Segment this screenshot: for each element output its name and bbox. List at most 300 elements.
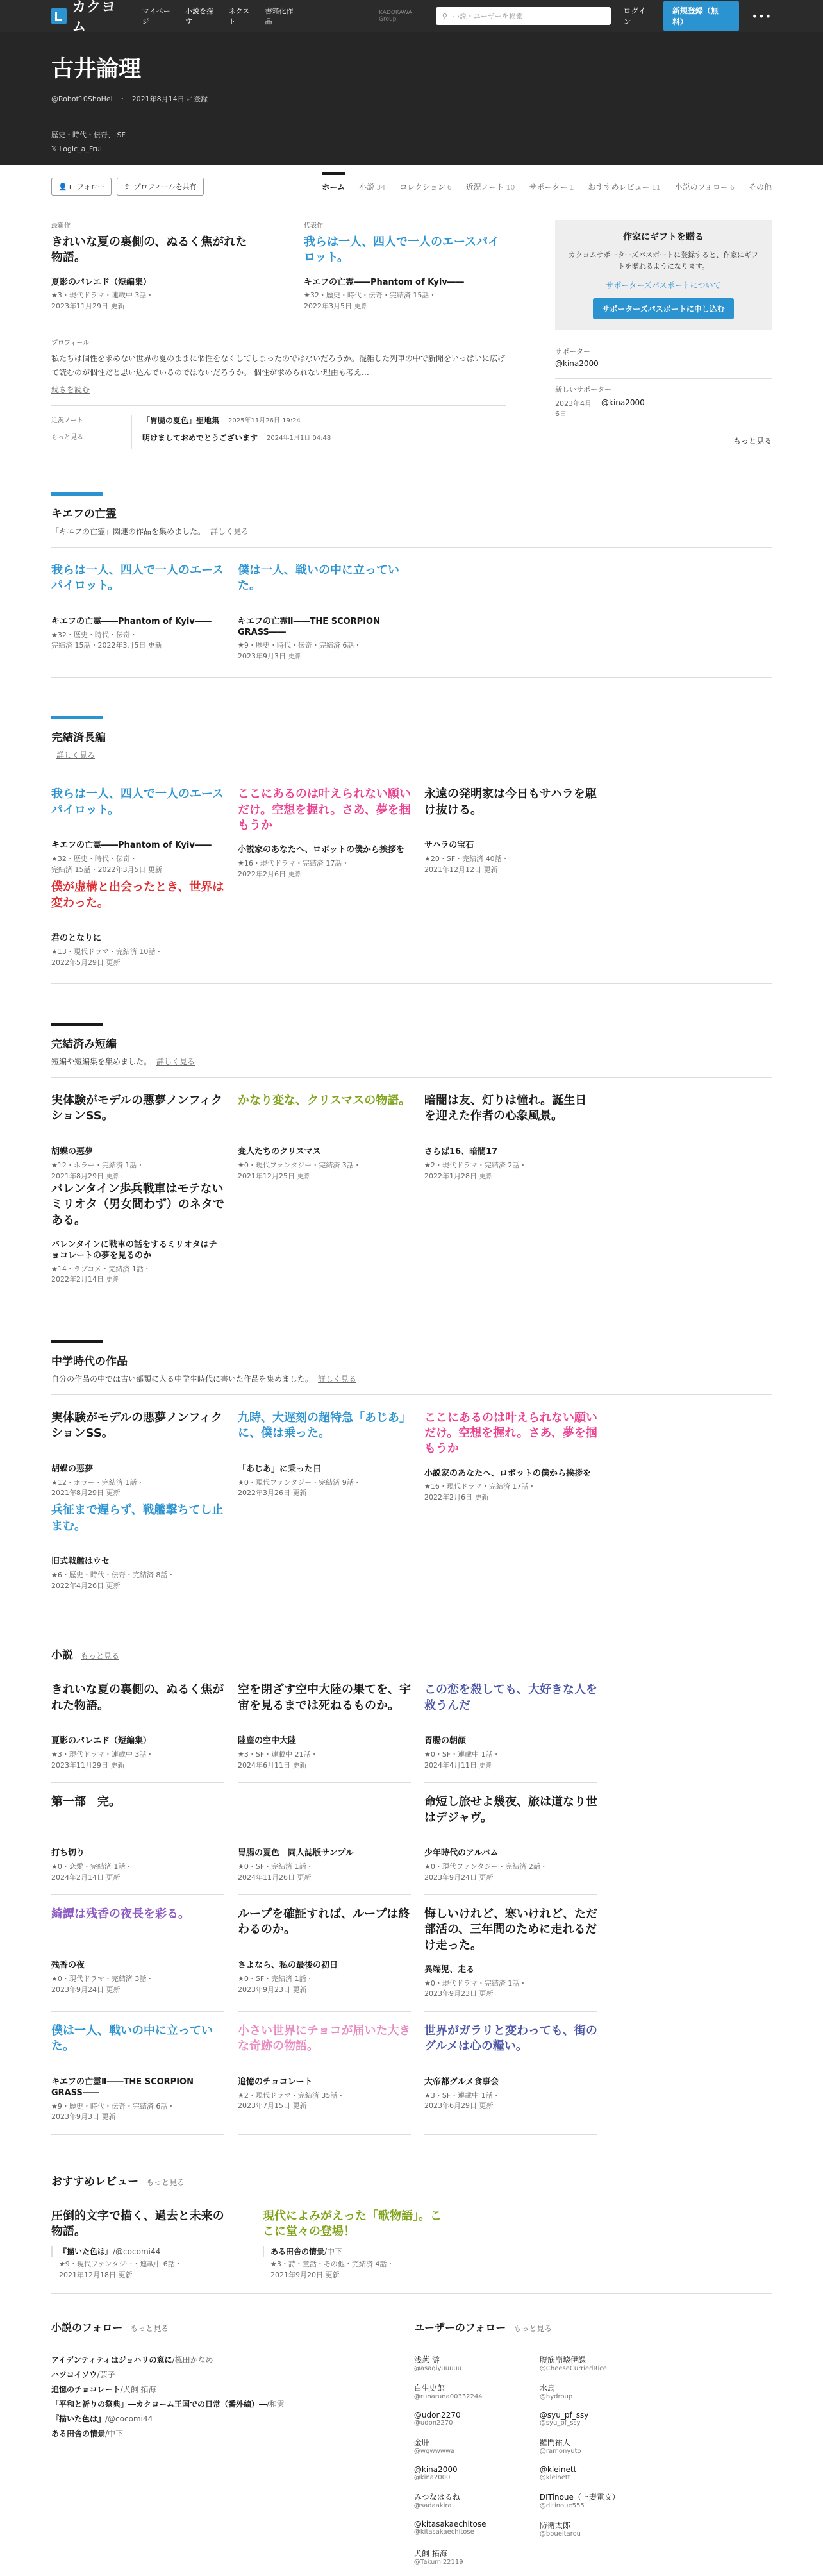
work-catchphrase[interactable]: 命短し旅せよ幾夜、旅は道なり世はデジャヴ。 bbox=[424, 1795, 597, 1825]
work-meta: ★3・SF・連載中 21話・ bbox=[238, 1750, 318, 1759]
work-updated: 2023年9月3日 更新 bbox=[51, 2112, 116, 2121]
notes-list bbox=[131, 415, 331, 449]
nav-next[interactable]: ネクスト bbox=[228, 7, 250, 26]
followed-user-name[interactable]: 浅葱 游 bbox=[413, 2355, 440, 2365]
collection-title[interactable]: 完結済み短編 bbox=[51, 1038, 117, 1051]
collection-more-link[interactable]: 詳しく見る bbox=[318, 1374, 357, 1384]
followed-user-id: @syu_pf_ssy bbox=[539, 2420, 581, 2427]
followed-user-name[interactable]: 腹筋崩壊伊課 bbox=[539, 2355, 586, 2365]
work-card[interactable] bbox=[51, 1182, 224, 1285]
followed-user[interactable] bbox=[540, 2520, 665, 2538]
novels-more-link[interactable]: もっと見る bbox=[81, 1652, 120, 1661]
followed-novel-item[interactable] bbox=[51, 2369, 385, 2380]
work-card[interactable] bbox=[424, 1794, 597, 1895]
collection-desc bbox=[51, 1056, 772, 1067]
followed-user[interactable] bbox=[540, 2354, 665, 2372]
collection-more-link[interactable]: 詳しく見る bbox=[56, 751, 96, 760]
work-catchphrase[interactable]: ループを確証すれば、ループは終わるのか。 bbox=[238, 1907, 410, 1937]
followed-user[interactable] bbox=[414, 2491, 540, 2509]
collection-color-bar bbox=[51, 716, 103, 719]
followed-user-name[interactable]: @syu_pf_ssy bbox=[539, 2411, 589, 2420]
review-title[interactable]: 圧倒的文字で描く、過去と未来の物語。 bbox=[51, 2209, 224, 2238]
work-title[interactable]: 追憶のチョコレート bbox=[238, 2077, 313, 2087]
collection-more-link[interactable]: 詳しく見る bbox=[210, 526, 249, 536]
work-card[interactable] bbox=[51, 2023, 224, 2135]
followed-user-name[interactable]: @kina2000 bbox=[413, 2465, 458, 2475]
work-catchphrase[interactable]: バレンタイン歩兵戦車はモテないミリオタ（男女問わず）のネタである。 bbox=[51, 1182, 224, 1227]
followed-user-name[interactable]: @udon2270 bbox=[413, 2411, 461, 2420]
followed-novel-author[interactable]: /和雲 bbox=[267, 2400, 285, 2409]
followed-user-id: @asagiyuuuuu bbox=[413, 2365, 462, 2373]
work-meta: ★20・SF・完結済 40話・ bbox=[424, 855, 509, 864]
followed-user-name[interactable]: 犬飼 拓海 bbox=[413, 2549, 447, 2559]
collection-cards bbox=[51, 1093, 772, 1285]
work-card[interactable] bbox=[51, 1503, 224, 1591]
work-catchphrase[interactable]: 世界がガラリと変わっても、街のグルメは心の糧い。 bbox=[424, 2023, 597, 2053]
work-catchphrase[interactable]: 悔しいけれど、寒いけれど、ただ部活の、三年間のために走れるだけ走った。 bbox=[424, 1907, 597, 1952]
followed-novel-item[interactable] bbox=[51, 2354, 385, 2365]
work-title[interactable]: 夏影のパレエド（短編集） bbox=[51, 277, 152, 287]
followed-user-name[interactable]: DITinoue（上妻電文） bbox=[539, 2493, 620, 2502]
work-title[interactable]: 旧式戦艦はウセ bbox=[51, 1557, 110, 1567]
followed-novel-author[interactable]: /楓田かなめ bbox=[172, 2355, 213, 2365]
work-title[interactable]: キエフの亡霊――Phantom of Kyiv―― bbox=[51, 616, 212, 626]
followed-novel-title[interactable]: アイデンティティはジョハリの窓に bbox=[51, 2355, 172, 2365]
tab-0[interactable] bbox=[322, 172, 345, 201]
work-catchphrase[interactable]: 我らは一人、四人で一人のエースパイロット。 bbox=[304, 235, 500, 265]
tab-count: 34 bbox=[376, 183, 386, 192]
work-updated: 2023年6月29日 更新 bbox=[424, 2102, 494, 2111]
work-card[interactable] bbox=[51, 1093, 224, 1182]
work-catchphrase[interactable]: 実体験がモデルの悪夢ノンフィクションSS。 bbox=[51, 1410, 222, 1440]
followed-user[interactable] bbox=[414, 2437, 540, 2455]
work-title[interactable]: 少年時代のアルバム bbox=[424, 1848, 499, 1859]
tab-6[interactable] bbox=[675, 172, 735, 201]
followed-novels-more-link[interactable]: もっと見る bbox=[130, 2324, 169, 2334]
work-title[interactable]: さらば16、暗闇17 bbox=[424, 1147, 498, 1157]
followed-user-id: @kina2000 bbox=[413, 2474, 451, 2482]
followed-user[interactable] bbox=[540, 2465, 665, 2481]
note-item[interactable] bbox=[142, 432, 331, 443]
work-catchphrase[interactable] bbox=[238, 1794, 411, 1837]
review-work-title[interactable]: 『描いた色は』 bbox=[59, 2247, 113, 2257]
work-title[interactable]: 胃腸の夏色 同人誌版サンプル bbox=[238, 1848, 354, 1859]
tab-label: コレクション bbox=[399, 182, 445, 192]
more-menu-icon[interactable]: ••• bbox=[751, 10, 772, 22]
work-catchphrase[interactable]: ここにあるのは叶えられない願いだけ。空想を握れ。さあ、夢を掴もうか bbox=[238, 787, 411, 833]
note-date: 2025年11月26日 19:24 bbox=[228, 417, 301, 424]
collection-desc bbox=[51, 1373, 772, 1384]
work-title[interactable]: 胡蝶の悪夢 bbox=[51, 1147, 94, 1157]
work-meta: ★2・現代ドラマ・完結済 35話・ bbox=[238, 2091, 345, 2100]
tab-count: 6 bbox=[729, 183, 735, 192]
work-meta: ★0・現代ファンタジー・完結済 9話・ bbox=[238, 1478, 361, 1487]
work-title[interactable]: 陸塵の空中大陸 bbox=[238, 1736, 297, 1746]
work-card[interactable] bbox=[424, 787, 597, 880]
followed-user[interactable] bbox=[414, 2548, 540, 2566]
work-card[interactable] bbox=[51, 1410, 224, 1503]
work-title[interactable]: 胃腸の朝顔 bbox=[424, 1736, 467, 1746]
work-meta: ★3・SF・連載中 1話・ bbox=[424, 2091, 500, 2100]
work-updated: 2022年5月29日 更新 bbox=[51, 958, 121, 967]
divider bbox=[51, 547, 772, 548]
work-updated: 2023年9月3日 更新 bbox=[238, 651, 303, 660]
followed-novel-title[interactable]: 『描いた色は』 bbox=[51, 2414, 106, 2424]
work-title[interactable]: サハラの宝石 bbox=[424, 841, 474, 851]
followed-user-id: @udon2270 bbox=[413, 2420, 453, 2427]
new-supporter-user[interactable]: @kina2000 bbox=[601, 398, 645, 408]
profile-registered: 2021年8月14日 に登録 bbox=[131, 95, 208, 103]
work-title[interactable]: 異端児、走る bbox=[424, 1965, 475, 1975]
tab-1[interactable] bbox=[359, 172, 385, 201]
novels-section: 小説 もっと見る きれいな夏の裏側の、ぬるく焦がれた物語。 夏影のパレエド（短編集） ★3・現代ドラマ・連載中 3話・ 2023年11月29日 更新 空を閉ざす空中大陸の果てを、宇宙を見るまでは死ねるものか。 陸塵の空中大陸 ★3・SF・連載中 21話・ 2024年6月11日 更新 この恋を殺しても、大好きな人を救うんだ 胃腸の朝顔 ★0・SF・連載中 1話・ 2024年4月11日 更新 第一部 完。 打ち切り ★0・恋愛・完結済 1話・ 2024年2月14日 更新 胃腸の夏色 同人誌版サンプル ★0・SF・完結済 1話・ 2024年11月26日 更新 命短し旅せよ幾夜、旅は道なり世はデジャヴ。 少年時代のアルバム ★0・現代ファンタジー・完結済 2話・ 2023年9月24日 更新 綺譚は残香の夜長を彩る。 残香の夜 ★0・現代ドラマ・完結済 3話・ 2023年9月24日 更新 ループを確証すれば、ループは終わるのか。 さよなら、私の最後の初日 ★0・SF・完結済 1話・ 2023年9月23日 更新 悔しいけれど、寒いけれど、ただ部活の、三年間のために走れるだけ走った。 異端児、走る ★0・現代ドラマ・完結済 1話・ 2023年9月23日 更新 僕は一人、戦いの中に立っていた。 キエフの亡霊Ⅱ――THE SCORPION GRASS―― ★9・歴史・時代・伝奇・完結済 6話・ 2023年9月3日 更新 小さい世界にチョコが届いた大きな奇跡の物語。 追憶のチョコレート ★2・現代ドラマ・完結済 35話・ 2023年7月15日 更新 世界がガラリと変わっても、街のグルメは心の糧い。 大帝都グルメ食事会 ★3・SF・連載中 1話・ 2023年6月29日 更新 bbox=[0, 1646, 823, 2146]
signup-button[interactable]: 新規登録（無料） bbox=[663, 1, 739, 31]
followed-novel-author[interactable]: /芸子 bbox=[97, 2370, 115, 2380]
note-date: 2024年1月1日 04:48 bbox=[267, 434, 331, 442]
work-card[interactable] bbox=[51, 1794, 224, 1895]
divider bbox=[51, 983, 772, 984]
review-target bbox=[263, 2246, 442, 2257]
work-card[interactable] bbox=[424, 1093, 597, 1182]
search-icon: ⚲ bbox=[442, 12, 447, 21]
reviews-more-link[interactable]: もっと見る bbox=[146, 2177, 185, 2187]
work-meta: ★13・現代ドラマ・完結済 10話・ bbox=[51, 948, 163, 957]
notes-more-link[interactable]: もっと見る bbox=[51, 433, 83, 441]
work-meta: ★2・現代ドラマ・完結済 2話・ bbox=[424, 1161, 527, 1170]
followed-user-id: @ramonyuto bbox=[539, 2448, 581, 2455]
work-catchphrase[interactable]: ここにあるのは叶えられない願いだけ。空想を握れ。さあ、夢を掴もうか bbox=[424, 1410, 597, 1456]
work-catchphrase[interactable]: きれいな夏の裏側の、ぬるく焦がれた物語。 bbox=[51, 235, 247, 265]
profile-handle: @Robot10ShoHei bbox=[51, 95, 113, 103]
review-work-title[interactable]: ある田舎の情景 bbox=[270, 2247, 325, 2257]
work-updated: 2021年8月29日 更新 bbox=[51, 1489, 121, 1498]
work-catchphrase[interactable]: 我らは一人、四人で一人のエースパイロット。 bbox=[51, 787, 224, 817]
work-updated: 2023年9月23日 更新 bbox=[238, 1985, 307, 1994]
divider bbox=[51, 677, 772, 678]
followed-user-id: @runaruna00332244 bbox=[413, 2393, 483, 2401]
share-icon: ⇪ bbox=[124, 182, 130, 191]
profile-genres: 歴史・時代・伝奇、 SF bbox=[51, 131, 126, 139]
work-updated: 2022年2月6日 更新 bbox=[238, 869, 303, 878]
followed-user[interactable] bbox=[414, 2382, 540, 2400]
followed-novel-author[interactable]: /犬飼 拓海 bbox=[120, 2385, 156, 2395]
twitter-link[interactable]: 𝕏 Logic_a_Frui bbox=[51, 145, 102, 153]
work-catchphrase[interactable]: きれいな夏の裏側の、ぬるく焦がれた物語。 bbox=[51, 1683, 224, 1712]
review-work-author[interactable]: /@cocomi44 bbox=[113, 2247, 161, 2257]
review-updated: 2021年9月20日 更新 bbox=[270, 2270, 340, 2279]
follow-button[interactable]: 👤+ フォロー bbox=[51, 178, 112, 196]
read-more-link[interactable]: 続きを読む bbox=[51, 385, 90, 394]
work-updated: 2024年2月14日 更新 bbox=[51, 1873, 121, 1882]
work-title[interactable]: 大帝都グルメ食事会 bbox=[424, 2077, 499, 2087]
review-updated: 2021年12月18日 更新 bbox=[59, 2270, 133, 2279]
followed-user-id: @kitasakaechitose bbox=[413, 2529, 474, 2536]
work-title[interactable]: 胡蝶の悪夢 bbox=[51, 1464, 94, 1474]
followed-user-name[interactable]: 金肝 bbox=[413, 2438, 429, 2448]
work-updated: 完結済 15話・2022年3月5日 更新 bbox=[51, 865, 162, 874]
work-catchphrase[interactable]: 僕は一人、戦いの中に立っていた。 bbox=[51, 2023, 213, 2053]
representative-work[interactable]: 代表作 我らは一人、四人で一人のエースパイロット。 キエフの亡霊――Phantom of Kyiv―― ★32・歴史・時代・伝奇・完結済 15話・ 2022年3月5日 更新 bbox=[304, 220, 506, 312]
supporter-user[interactable]: @kina2000 bbox=[555, 359, 599, 369]
work-meta: ★0・SF・完結済 1話・ bbox=[238, 1975, 313, 1984]
work-title[interactable]: キエフの亡霊Ⅱ――THE SCORPION GRASS―― bbox=[238, 616, 380, 637]
profile-text: 私たちは個性を求めない世界の夏のままに個性をなくしてしまったのではないだろうか。混雑した列車の中で新聞をいっぱいに広げて読むのが個性だと思い込んでいるのではないだろうか。 個性が求められない理由も考え… bbox=[51, 354, 506, 378]
review-work-author[interactable]: /中下 bbox=[324, 2247, 343, 2257]
work-title[interactable]: 君のとなりに bbox=[51, 933, 102, 944]
kadokawa-group-label: KADOKAWA Group bbox=[378, 10, 412, 22]
collection-more-link[interactable]: 詳しく見る bbox=[156, 1057, 195, 1067]
work-card[interactable] bbox=[51, 880, 224, 968]
tab-3[interactable] bbox=[466, 172, 515, 201]
gift-box: 作家にギフトを贈る カクヨムサポーターズパスポートに登録すると、作家にギフトを贈れるようになります。 サポーターズパスポートについて サポーターズパスポートに申し込む bbox=[555, 220, 772, 330]
work-meta: ★0・SF・完結済 1話・ bbox=[238, 1862, 313, 1871]
latest-work[interactable]: 最新作 きれいな夏の裏側の、ぬるく焦がれた物語。 夏影のパレエド（短編集） ★3・現代ドラマ・連載中 3話・ 2023年11月29日 更新 bbox=[51, 220, 254, 312]
work-meta: ★0・現代ファンタジー・完結済 2話・ bbox=[424, 1862, 547, 1871]
followed-user[interactable] bbox=[414, 2465, 540, 2481]
work-updated: 2022年4月26日 更新 bbox=[51, 1581, 121, 1590]
followed-user-name[interactable]: @kleinett bbox=[539, 2465, 577, 2475]
work-updated: 2022年2月6日 更新 bbox=[424, 1493, 489, 1501]
collection-desc bbox=[51, 526, 772, 537]
followed-user-id: @sadaakira bbox=[413, 2502, 452, 2510]
work-meta: ★0・恋愛・完結済 1話・ bbox=[51, 1862, 133, 1871]
collection-section bbox=[51, 492, 772, 678]
tab-label: 近況ノート bbox=[465, 182, 504, 192]
tab-label: サポーター bbox=[529, 182, 568, 192]
followed-user[interactable] bbox=[414, 2520, 540, 2536]
work-meta: ★32・歴史・時代・伝奇・ bbox=[51, 855, 137, 864]
followed-user-id: @wqwwwwa bbox=[413, 2448, 455, 2455]
collection-desc-text: 短編や短編集を集めました。 bbox=[51, 1057, 152, 1067]
work-catchphrase[interactable]: 僕は一人、戦いの中に立っていた。 bbox=[238, 563, 399, 592]
followed-user-name[interactable]: 羅門祐人 bbox=[539, 2438, 570, 2448]
tab-2[interactable] bbox=[399, 172, 452, 201]
collection-section bbox=[51, 1023, 772, 1301]
work-catchphrase[interactable]: 暗闇は友、灯りは憧れ。誕生日を迎えた作者の心象風景。 bbox=[424, 1094, 587, 1123]
profile-tabs bbox=[322, 172, 772, 201]
work-title[interactable]: 「あじあ」に乗った日 bbox=[238, 1464, 322, 1474]
work-title[interactable]: 変人たちのクリスマス bbox=[238, 1147, 321, 1157]
collection-color-bar bbox=[51, 1340, 103, 1343]
collection-desc-text: 自分の作品の中では古い部類に入る中学生時代に書いた作品を集めました。 bbox=[51, 1374, 313, 1384]
collection-cards bbox=[51, 787, 772, 968]
review-card[interactable] bbox=[263, 2209, 442, 2281]
review-card[interactable] bbox=[51, 2209, 231, 2281]
collection-section bbox=[51, 716, 772, 984]
nav-books[interactable]: 書籍化作品 bbox=[265, 7, 294, 26]
follow-icon: 👤+ bbox=[58, 182, 73, 191]
work-catchphrase[interactable]: 第一部 完。 bbox=[51, 1795, 121, 1809]
work-meta: ★14・ラブコメ・完結済 1話・ bbox=[51, 1264, 151, 1273]
followed-novel-title[interactable]: 追憶のチョコレート bbox=[51, 2385, 121, 2395]
work-card[interactable] bbox=[238, 1907, 411, 2012]
kakuyomu-logo-icon bbox=[51, 8, 67, 24]
work-catchphrase[interactable]: 僕が虚構と出会ったとき、世界は変わった。 bbox=[51, 880, 224, 910]
work-card[interactable] bbox=[238, 787, 411, 880]
collection-color-bar bbox=[51, 492, 103, 496]
work-title[interactable]: さよなら、私の最後の初日 bbox=[238, 1961, 338, 1971]
work-updated: 2021年8月29日 更新 bbox=[51, 1171, 121, 1180]
work-card[interactable] bbox=[424, 1907, 597, 2012]
work-card[interactable] bbox=[424, 1682, 597, 1783]
followed-novel-title[interactable]: ハツコイソウ bbox=[51, 2370, 97, 2380]
followed-novel-title[interactable]: 「平和と祈りの祭典」―カクヨーム王国での日常（番外編）― bbox=[51, 2400, 267, 2409]
collection-title[interactable]: 完結済長編 bbox=[51, 732, 106, 745]
divider bbox=[51, 1394, 772, 1395]
work-card[interactable] bbox=[238, 563, 417, 662]
work-card[interactable] bbox=[51, 1682, 224, 1783]
review-title[interactable]: 現代によみがえった「歌物語」。ここに堂々の登場！ bbox=[263, 2209, 442, 2238]
followed-user[interactable] bbox=[414, 2354, 540, 2372]
passport-info-link[interactable]: サポーターズパスポートについて bbox=[606, 281, 721, 290]
tab-4[interactable] bbox=[529, 172, 574, 201]
followed-user[interactable] bbox=[540, 2382, 665, 2400]
work-meta: ★16・現代ドラマ・完結済 17話・ bbox=[424, 1482, 536, 1491]
followed-user-id: @ditinoue555 bbox=[539, 2502, 585, 2510]
collection-cards bbox=[51, 1410, 772, 1592]
work-card[interactable] bbox=[238, 2023, 411, 2135]
work-updated: 2023年11月29日 更新 bbox=[51, 1761, 125, 1769]
profile-tabbar bbox=[0, 172, 823, 201]
work-card[interactable] bbox=[51, 563, 231, 662]
work-updated: 2023年9月23日 更新 bbox=[424, 1989, 494, 1998]
share-profile-button[interactable]: ⇪ プロフィールを共有 bbox=[117, 178, 203, 196]
followed-user-id: @Takumi22119 bbox=[413, 2559, 463, 2566]
work-updated: 2024年11月26日 更新 bbox=[238, 1873, 312, 1882]
work-card[interactable] bbox=[51, 1907, 224, 2012]
work-title[interactable]: 残香の夜 bbox=[51, 1961, 85, 1971]
followed-novel-item[interactable] bbox=[51, 2428, 385, 2439]
followed-user-id: @kleinett bbox=[539, 2474, 570, 2482]
login-link[interactable]: ログイン bbox=[623, 6, 646, 26]
work-catchphrase[interactable]: 永遠の発明家は今日もサハラを駆け抜ける。 bbox=[424, 787, 597, 817]
work-title[interactable]: キエフの亡霊――Phantom of Kyiv―― bbox=[304, 277, 464, 287]
followed-user-name[interactable]: @kitasakaechitose bbox=[413, 2520, 486, 2529]
work-meta: ★6・歴史・時代・伝奇・完結済 8話・ bbox=[51, 1571, 175, 1580]
work-updated: 2021年12月12日 更新 bbox=[424, 865, 498, 874]
reviews-section: おすすめレビュー もっと見る 圧倒的文字で描く、過去と未来の物語。 『描いた色は』/@cocomi44 ★9・現代ファンタジー・連載中 6話・ 2021年12月18日 更新 現代によみがえった「歌物語」。ここに堂々の登場！ ある田舎の情景/中下 ★3・詩・童話・その他・完結済 4話・ 2021年9月20日 更新 bbox=[0, 2172, 823, 2295]
work-title[interactable]: キエフの亡霊――Phantom of Kyiv―― bbox=[51, 841, 212, 851]
work-title[interactable]: キエフの亡霊Ⅱ――THE SCORPION GRASS―― bbox=[51, 2077, 194, 2098]
tab-label: 小説 bbox=[359, 182, 375, 192]
work-meta: ★12・ホラー・完結済 1話・ bbox=[51, 1161, 144, 1170]
followed-novels: 小説のフォロー もっと見る アイデンティティはジョハリの窓に/楓田かなめ ハツコイソウ/芸子 追憶のチョコレート/犬飼 拓海 「平和と祈りの祭典」―カクヨーム王国での日常（番外編）―/和雲 『描いた色は』/@cocomi44 ある田舎の情景/中下 bbox=[51, 2320, 385, 2576]
work-updated: 2022年1月28日 更新 bbox=[424, 1171, 494, 1180]
followed-novel-item[interactable] bbox=[51, 2384, 385, 2395]
work-title[interactable]: バレンタインに戦車の話をするミリオタはチョコレートの夢を見るのか bbox=[51, 1239, 217, 1260]
profile-meta: @Robot10ShoHei ・ 2021年8月14日 に登録 bbox=[51, 95, 208, 103]
followed-user[interactable] bbox=[540, 2411, 665, 2427]
followed-user-id: @CheeseCurriedRice bbox=[539, 2365, 607, 2373]
tab-label: おすすめレビュー bbox=[588, 182, 650, 192]
work-meta: ★12・ホラー・完結済 1話・ bbox=[51, 1478, 144, 1487]
collection-cards bbox=[51, 563, 772, 662]
followed-user-id: @boueitarou bbox=[539, 2530, 581, 2538]
followed-novel-author[interactable]: /@cocomi44 bbox=[105, 2414, 153, 2424]
followed-user[interactable] bbox=[540, 2437, 665, 2455]
work-updated: 2024年6月11日 更新 bbox=[238, 1761, 307, 1769]
work-catchphrase[interactable]: かなり変な、クリスマスの物語。 bbox=[238, 1094, 411, 1108]
work-catchphrase[interactable]: 綺譚は残香の夜長を彩る。 bbox=[51, 1907, 190, 1921]
supporters-more-link[interactable]: もっと見る bbox=[733, 437, 772, 446]
passport-apply-button[interactable]: サポーターズパスポートに申し込む bbox=[593, 298, 733, 319]
work-card[interactable] bbox=[238, 1093, 411, 1182]
followed-user-name[interactable]: 水鳥 bbox=[539, 2384, 555, 2393]
note-title[interactable]: 明けましておめでとうございます bbox=[142, 433, 258, 442]
followed-novel-item[interactable] bbox=[51, 2398, 385, 2409]
work-title[interactable]: 小説家のあなたへ、ロボットの僕から挨拶を bbox=[238, 845, 405, 855]
tab-label: 小説のフォロー bbox=[674, 182, 728, 192]
work-card[interactable] bbox=[238, 1682, 411, 1783]
work-catchphrase[interactable]: 実体験がモデルの悪夢ノンフィクションSS。 bbox=[51, 1094, 222, 1123]
followed-users: ユーザーのフォロー もっと見る 浅葱 游 @asagiyuuuuu 腹筋崩壊伊課 @CheeseCurriedRice 白生史郎 @runaruna00332244 水鳥 @hydroup @udon2270 @udon2270 @syu_pf_ssy @syu_pf_ssy 金肝 @wqwwwwa 羅門祐人 @ramonyuto @kina2000 @kina2000 @kleinett @kleinett みつなはるね @sadaakira DITinoue（上妻電文） @ditinoue555 @kitasakaechitose @kitasakaechitose 防衛太郎 @boueitarou 犬飼 拓海 @Takumi22119 bbox=[414, 2320, 772, 2576]
search-input[interactable]: ⚲ 小説・ユーザーを検索 bbox=[436, 7, 611, 25]
work-title[interactable]: 打ち切り bbox=[51, 1848, 85, 1859]
tab-label: ホーム bbox=[322, 182, 345, 192]
work-card[interactable] bbox=[424, 1410, 597, 1503]
followed-user-name[interactable]: みつなはるね bbox=[413, 2493, 460, 2502]
tab-5[interactable] bbox=[588, 172, 660, 201]
note-item[interactable] bbox=[142, 415, 331, 426]
work-meta: ★9・歴史・時代・伝奇・完結済 6話・ bbox=[238, 641, 362, 650]
work-catchphrase[interactable]: この恋を殺しても、大好きな人を救うんだ bbox=[424, 1683, 597, 1712]
followed-user-id: @hydroup bbox=[539, 2393, 573, 2401]
profile-name: 古井論理 bbox=[51, 56, 142, 82]
work-title[interactable]: 小説家のあなたへ、ロボットの僕から挨拶を bbox=[424, 1468, 592, 1478]
work-updated: 完結済 15話・2022年3月5日 更新 bbox=[51, 641, 162, 650]
followed-user-name[interactable]: 白生史郎 bbox=[413, 2384, 445, 2393]
nav-find-novels[interactable]: 小説を探す bbox=[185, 7, 213, 26]
tab-count: 6 bbox=[447, 183, 452, 192]
work-card[interactable] bbox=[238, 1410, 411, 1503]
tab-7[interactable] bbox=[749, 172, 772, 201]
followed-novel-author[interactable]: /中下 bbox=[105, 2429, 124, 2439]
followed-novel-item[interactable] bbox=[51, 2413, 385, 2424]
followed-user-name[interactable]: 防衛太郎 bbox=[539, 2521, 570, 2530]
work-catchphrase[interactable]: 兵征まで遅らず、戦艦撃ちてし止まむ。 bbox=[51, 1503, 224, 1533]
work-meta: ★9・歴史・時代・伝奇・完結済 6話・ bbox=[51, 2102, 175, 2111]
collection-desc bbox=[51, 749, 772, 760]
work-catchphrase[interactable]: 空を閉ざす空中大陸の果てを、宇宙を見るまでは死ねるものか。 bbox=[238, 1683, 411, 1712]
work-card[interactable] bbox=[238, 1794, 411, 1895]
followed-novel-title[interactable]: ある田舎の情景 bbox=[51, 2429, 106, 2439]
work-title[interactable]: 夏影のパレエド（短編集） bbox=[51, 1736, 152, 1746]
review-target bbox=[51, 2246, 231, 2257]
followed-user[interactable] bbox=[414, 2411, 540, 2427]
work-catchphrase[interactable]: 九時、大遅刻の超特急「あじあ」に、僕は乗った。 bbox=[238, 1410, 411, 1440]
note-title[interactable]: 「胃腸の夏色」聖地集 bbox=[142, 415, 220, 425]
followed-users-more-link[interactable]: もっと見る bbox=[513, 2324, 553, 2334]
work-meta: ★0・現代ドラマ・完結済 1話・ bbox=[424, 1978, 527, 1987]
work-meta: ★0・SF・連載中 1話・ bbox=[424, 1750, 500, 1759]
work-catchphrase[interactable]: 小さい世界にチョコが届いた大きな奇跡の物語。 bbox=[238, 2023, 411, 2053]
work-card[interactable] bbox=[51, 787, 224, 880]
followed-user[interactable] bbox=[540, 2491, 665, 2509]
review-meta: ★9・現代ファンタジー・連載中 6話・ bbox=[59, 2260, 182, 2269]
work-card[interactable] bbox=[424, 2023, 597, 2135]
collection-desc-text: 「キエフの亡霊」関連の作品を集めました。 bbox=[51, 526, 206, 536]
work-catchphrase[interactable]: 我らは一人、四人で一人のエースパイロット。 bbox=[51, 563, 224, 592]
collection-title[interactable]: 中学時代の作品 bbox=[51, 1355, 128, 1368]
work-meta: ★0・現代ドラマ・完結済 3話・ bbox=[51, 1975, 154, 1984]
work-meta: ★3・現代ドラマ・連載中 3話・ bbox=[51, 1750, 154, 1759]
site-header bbox=[0, 0, 823, 35]
nav-mypage[interactable]: マイページ bbox=[142, 7, 170, 26]
collection-title[interactable]: キエフの亡霊 bbox=[51, 507, 117, 521]
site-logo[interactable]: カクヨム bbox=[51, 0, 127, 36]
work-updated: 2022年2月14日 更新 bbox=[51, 1275, 121, 1284]
profile-hero bbox=[0, 32, 823, 165]
